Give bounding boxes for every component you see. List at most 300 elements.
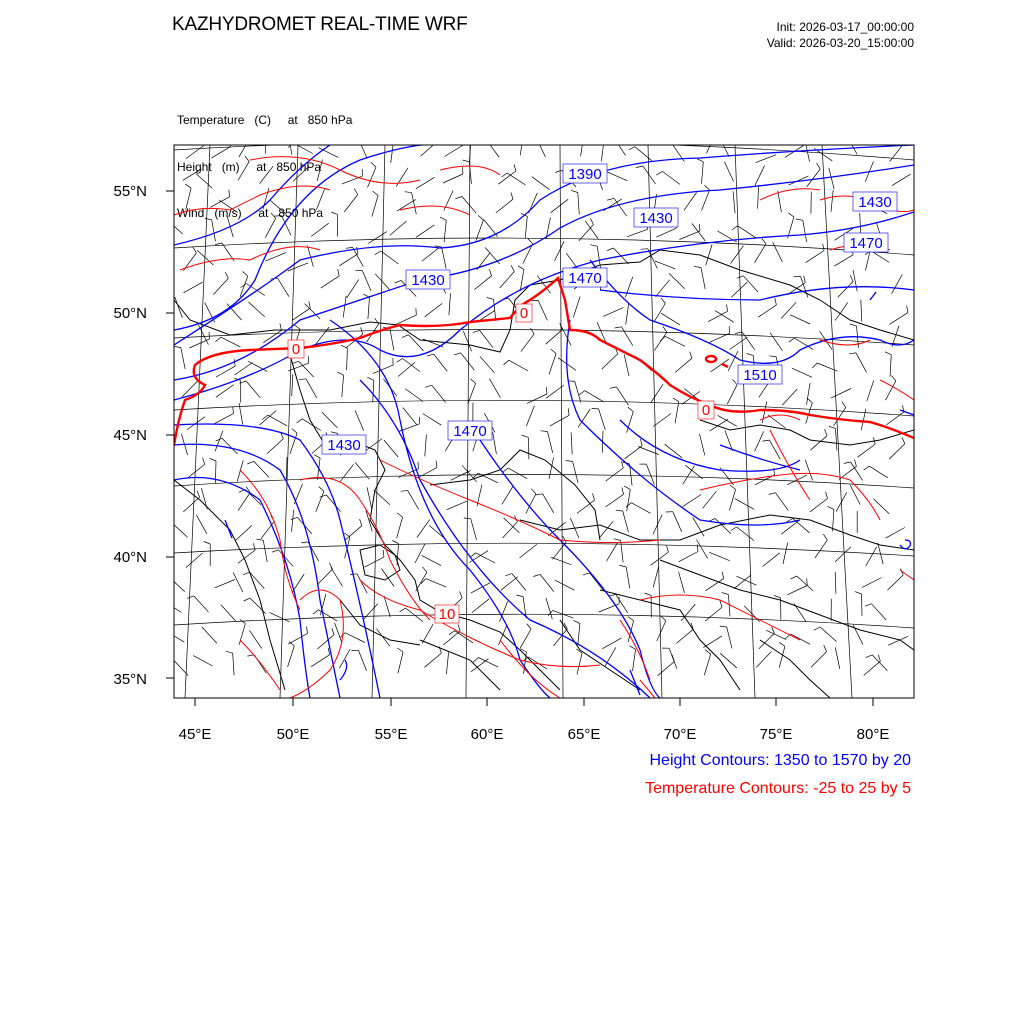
wind-barb: [461, 353, 475, 370]
wind-barb: [183, 497, 199, 512]
wind-barb: [455, 631, 473, 643]
wind-barb: [444, 220, 446, 242]
wind-barb: [306, 379, 317, 398]
wind-barb: [425, 303, 443, 316]
wind-barb: [778, 191, 782, 213]
wind-barb: [532, 177, 550, 190]
wind-barb: [240, 276, 248, 297]
wind-barb-flag: [291, 517, 298, 519]
wind-barb: [321, 276, 339, 288]
wind-barb-flag: [338, 269, 340, 276]
wind-barb-flag: [878, 655, 880, 662]
height-label-1470-south: 1470: [453, 423, 487, 440]
wind-barb: [422, 555, 442, 565]
wind-barb-flag: [229, 140, 230, 147]
wind-barb: [606, 468, 624, 481]
wind-barb-flag: [309, 301, 311, 308]
wind-barb: [536, 137, 545, 157]
wind-barb: [549, 354, 556, 375]
wind-barb-flag: [301, 542, 308, 543]
wind-barb: [702, 190, 710, 211]
wind-barb: [820, 627, 837, 642]
wind-barb: [496, 199, 513, 213]
wind-barb: [613, 137, 625, 155]
map-frame: [174, 145, 914, 698]
wind-barb-flag: [844, 462, 851, 463]
wind-barb: [806, 251, 824, 263]
temperature-legend: Temperature Contours: -25 to 25 by 5: [645, 780, 911, 797]
wind-barb: [834, 407, 846, 425]
wind-barb-flag: [607, 248, 614, 251]
wind-barb-flag: [233, 407, 234, 414]
wind-barb-flag: [243, 271, 248, 276]
wind-barb-flag: [850, 324, 857, 326]
wind-barb-flag: [395, 280, 401, 283]
wind-barb-flag: [730, 485, 736, 489]
wind-barb-flag: [865, 604, 872, 607]
wind-barb-flag: [292, 429, 297, 434]
wind-barb-flag: [624, 486, 630, 490]
wind-barb: [575, 381, 581, 402]
wind-barb: [724, 162, 733, 182]
wind-barb-flag: [357, 247, 358, 254]
wind-barb: [425, 435, 427, 457]
wind-barb: [625, 446, 643, 459]
wind-barb: [480, 356, 495, 373]
wind-barb-flag: [850, 275, 853, 281]
wind-barb: [527, 394, 547, 403]
wind-barb: [805, 460, 812, 481]
wind-barb: [173, 660, 188, 676]
wind-barb-flag: [319, 487, 324, 492]
wind-barb: [238, 493, 250, 511]
zero-isotherm: [174, 278, 914, 445]
wind-barb: [390, 329, 394, 351]
wind-barb-flag: [593, 493, 595, 500]
height-label-1470-center: 1470: [568, 270, 602, 287]
wind-barb-flag: [226, 651, 233, 653]
wind-barb-flag: [763, 440, 770, 441]
wind-barb: [661, 313, 680, 325]
wind-barb-flag: [203, 458, 205, 465]
wind-barb: [248, 361, 267, 371]
map-title: KAZHYDROMET REAL-TIME WRF: [172, 14, 468, 35]
wind-barb: [322, 412, 337, 428]
wind-barb: [238, 550, 255, 563]
wind-barb-flag: [660, 336, 665, 341]
wind-barb-flag: [583, 573, 590, 575]
wind-barb: [616, 595, 628, 614]
wind-barb: [260, 166, 274, 183]
wind-barb: [344, 195, 358, 212]
wind-barb: [368, 297, 370, 319]
wind-barb: [362, 271, 371, 291]
wind-barb: [758, 305, 776, 317]
wind-barb: [679, 572, 685, 593]
wind-barb-flag: [733, 380, 738, 385]
wind-barb-flag: [307, 627, 308, 634]
wind-barb: [792, 368, 812, 377]
wind-barb: [590, 573, 604, 590]
wind-barb-flag: [174, 346, 181, 347]
wind-barb: [801, 277, 808, 298]
wind-barb: [815, 540, 827, 558]
wind-barb-flag: [313, 610, 319, 614]
wind-barb: [890, 355, 891, 377]
wind-barb: [236, 525, 252, 540]
wind-barb-flag: [375, 251, 381, 255]
wind-barb: [742, 332, 755, 350]
temp-label-10: 10: [438, 606, 456, 623]
lat-label-45n: 45°N: [113, 427, 147, 444]
field-height: Height (m) at 850 hPa: [177, 159, 322, 174]
wind-barb-flag: [885, 352, 891, 355]
wind-barb-flag: [891, 376, 896, 381]
lon-label-75e: 75°E: [759, 726, 793, 743]
wind-barb: [763, 553, 780, 567]
wind-barb-flag: [282, 131, 289, 133]
wind-barb: [196, 174, 212, 189]
wind-barb: [775, 493, 788, 511]
wind-barb: [838, 282, 853, 298]
wind-barb-flag: [397, 648, 403, 652]
wind-barb: [756, 155, 777, 163]
wind-barb-flag: [360, 519, 362, 526]
wind-barb-flag: [656, 171, 662, 175]
wind-barb: [769, 440, 780, 459]
wind-barb-flag: [435, 135, 437, 142]
wind-barb-flag: [337, 372, 343, 375]
wind-barb: [779, 646, 785, 667]
wind-barb: [417, 520, 430, 538]
wind-barb-flag: [826, 492, 828, 499]
wind-barb: [462, 197, 476, 214]
wind-barb: [412, 193, 417, 215]
wind-barb: [605, 647, 616, 666]
wind-barb-flag: [193, 247, 197, 253]
wind-barb: [375, 274, 390, 290]
lon-label-65e: 65°E: [567, 726, 601, 743]
wind-barb: [528, 437, 529, 459]
wind-barb-flag: [160, 219, 166, 222]
wind-barb: [212, 220, 216, 242]
height-label-1430-west: 1430: [411, 272, 445, 289]
wind-barb-flag: [902, 437, 905, 444]
wind-barb: [704, 654, 710, 675]
wind-barb: [623, 511, 629, 532]
wind-barb: [508, 468, 527, 479]
wind-barb: [403, 408, 417, 425]
wind-barb: [367, 487, 372, 509]
wind-barb: [381, 569, 394, 587]
wind-barb: [573, 297, 580, 318]
wind-barb: [238, 162, 249, 181]
wind-barb: [811, 652, 827, 668]
wind-barb-flag: [331, 212, 338, 215]
wind-barb: [585, 391, 604, 402]
wind-barb-flag: [505, 574, 512, 576]
wind-barb: [696, 540, 707, 559]
wind-barb-flag: [630, 646, 636, 650]
wind-barb: [221, 605, 236, 621]
wind-barb: [474, 276, 491, 290]
wind-barb-flag: [735, 332, 742, 334]
wind-barb-flag: [566, 461, 573, 462]
wind-barb: [783, 543, 788, 565]
wind-barb: [480, 330, 494, 347]
wind-barb-flag: [383, 550, 384, 557]
wind-barb: [305, 304, 321, 319]
wind-barb-flag: [796, 219, 803, 220]
wind-barb: [730, 337, 748, 350]
wind-barb-flag: [210, 458, 217, 461]
wind-barb: [526, 406, 534, 427]
wind-barb-flag: [246, 133, 250, 139]
height-label-1470-ne: 1470: [849, 235, 883, 252]
wind-barb: [790, 315, 810, 324]
field-temperature: Temperature (C) at 850 hPa: [177, 113, 353, 127]
wind-barb-flag: [772, 627, 775, 633]
wind-barb: [555, 580, 575, 590]
wind-barb: [550, 415, 569, 426]
wind-barb-flag: [720, 626, 727, 627]
wind-barb: [449, 293, 451, 315]
wind-barb: [365, 557, 384, 567]
wind-barb: [476, 553, 496, 563]
init-time: Init: 2026-03-17_00:00:00: [776, 20, 914, 34]
wind-barb: [705, 607, 722, 621]
wind-barb-flag: [788, 213, 794, 217]
wind-barb-flag: [615, 327, 622, 328]
wind-barb: [540, 574, 554, 591]
wind-barb-flag: [814, 627, 820, 630]
wind-barb-flag: [243, 572, 250, 575]
wind-barb-flag: [849, 353, 856, 354]
wind-barb: [422, 248, 439, 262]
wind-barb-flag: [371, 162, 376, 167]
wind-barb: [489, 379, 500, 398]
wind-barb-flag: [645, 593, 652, 595]
wind-barb: [889, 313, 908, 325]
wind-barb-flag: [234, 359, 235, 366]
wind-barb: [500, 272, 515, 289]
wind-barb: [319, 148, 339, 158]
wind-barb-flag: [731, 527, 737, 531]
wind-barb: [211, 147, 230, 158]
wind-barb-flag: [454, 353, 461, 355]
wind-barb: [887, 575, 903, 590]
wind-barb: [373, 380, 374, 402]
wind-barb: [627, 229, 648, 237]
wind-barb: [260, 411, 277, 425]
wind-barb: [317, 569, 332, 585]
wind-barb-flag: [590, 218, 593, 224]
wind-barb: [263, 540, 267, 562]
wind-barb: [486, 139, 499, 157]
wind-barb: [249, 630, 261, 648]
wind-barb: [617, 387, 629, 405]
wind-barb: [425, 653, 442, 667]
wind-barb: [187, 464, 204, 478]
wind-barb-flag: [455, 197, 462, 199]
wind-barb-flag: [204, 542, 211, 545]
wind-barb: [423, 414, 442, 426]
wind-barb: [709, 552, 729, 560]
wind-barb: [601, 140, 604, 162]
wind-barb: [339, 649, 350, 668]
wind-barb: [408, 490, 419, 509]
wind-barb: [878, 543, 883, 564]
wind-barb-flag: [401, 490, 408, 491]
wind-barb-flag: [346, 247, 353, 248]
wind-barb-flag: [673, 398, 679, 402]
wind-barb: [233, 572, 243, 592]
wind-barb: [810, 499, 827, 512]
wind-barb: [265, 218, 275, 237]
wind-barb: [215, 580, 235, 588]
wind-barb: [851, 462, 863, 480]
wind-barb-flag: [440, 217, 446, 220]
wind-barb: [345, 633, 365, 643]
wind-barb: [288, 633, 307, 644]
wind-barb: [631, 503, 650, 514]
wind-barb: [585, 221, 598, 239]
wind-barb: [834, 255, 853, 266]
wind-barb-flag: [823, 534, 827, 540]
wind-barb: [538, 300, 547, 320]
wind-barb: [520, 629, 531, 648]
wind-barb: [363, 604, 378, 620]
wind-barb-flag: [197, 491, 200, 498]
wind-barb: [720, 653, 737, 668]
wind-barb: [578, 193, 580, 215]
wind-barb: [653, 566, 659, 587]
wind-barb: [856, 353, 866, 372]
wind-barb: [675, 358, 692, 372]
wind-barb: [288, 646, 295, 667]
wind-barb: [727, 627, 732, 648]
wind-barb-flag: [247, 461, 254, 464]
wind-barb: [810, 436, 827, 450]
wind-barb-flag: [527, 624, 531, 629]
wind-barb-flag: [591, 245, 598, 247]
wind-barb: [186, 553, 203, 568]
lat-label-50n: 50°N: [113, 305, 147, 322]
wind-barb-flag: [489, 269, 491, 276]
wind-barb-flag: [626, 503, 631, 508]
lon-label-70e: 70°E: [663, 726, 697, 743]
temp-label-0-center: 0: [519, 305, 529, 322]
temperature-contour-labels: [288, 304, 714, 623]
wind-barb: [892, 174, 911, 186]
wind-barb: [807, 169, 820, 187]
wind-barb: [390, 221, 407, 235]
wind-barb-flag: [727, 304, 728, 311]
wind-barb-flag: [280, 323, 282, 330]
wind-barb: [656, 280, 670, 297]
wind-barb: [521, 334, 534, 352]
wind-barb-flag: [551, 349, 556, 354]
wind-barb: [622, 327, 633, 346]
wind-barb: [546, 330, 563, 345]
wind-barb: [835, 648, 840, 670]
wind-barb: [469, 551, 488, 563]
wind-barb: [551, 199, 569, 212]
wind-barb: [186, 188, 191, 209]
wind-barb: [862, 578, 882, 588]
wind-barb: [186, 146, 204, 159]
wind-barb: [651, 552, 669, 565]
wind-barb: [710, 333, 730, 342]
wind-barb-flag: [297, 419, 303, 423]
wind-barb: [213, 278, 228, 294]
wind-barb-flag: [367, 377, 373, 380]
wind-barb: [862, 594, 863, 616]
wind-barb: [357, 574, 367, 594]
wind-barb: [700, 434, 705, 455]
wind-barb-flag: [205, 218, 212, 219]
wind-barb: [267, 439, 283, 454]
wind-barb: [235, 362, 253, 375]
wind-barb: [377, 629, 390, 647]
wind-barb-flag: [842, 402, 846, 408]
wind-barb: [681, 604, 695, 621]
wind-barb-flag: [479, 139, 486, 141]
wind-barb: [791, 634, 811, 644]
wind-barb-flag: [616, 510, 623, 511]
wind-barb-flag: [855, 592, 862, 594]
wind-barb: [603, 308, 623, 317]
wind-barb: [311, 223, 329, 236]
wind-barb-flag: [663, 327, 667, 333]
wind-barb-flag: [713, 137, 720, 138]
wind-barb: [166, 219, 182, 234]
wind-barb: [669, 648, 677, 669]
wind-barb-flag: [866, 655, 873, 658]
wind-barb: [318, 610, 337, 621]
wind-barb: [889, 444, 905, 459]
wind-barb-flag: [330, 563, 333, 569]
lon-label-50e: 50°E: [276, 726, 310, 743]
wind-barb-flag: [864, 466, 870, 470]
wind-barb-flag: [823, 244, 825, 251]
wind-barb-flag: [187, 596, 194, 599]
wind-barb: [311, 655, 329, 667]
wind-barb: [432, 385, 446, 402]
wind-barb: [317, 635, 334, 649]
wind-barb: [551, 557, 572, 565]
wind-barb: [254, 461, 269, 477]
wind-barb: [471, 519, 477, 540]
wind-barb: [181, 348, 185, 370]
valid-time: Valid: 2026-03-20_15:00:00: [766, 36, 914, 50]
wind-barb: [396, 315, 416, 324]
wind-barb-flag: [619, 565, 626, 567]
wind-barb: [861, 300, 862, 322]
wind-barb-flag: [548, 610, 553, 615]
wind-barb: [446, 652, 448, 674]
wind-barb-flag: [373, 191, 379, 195]
wind-barb: [626, 303, 629, 325]
wind-barb: [656, 228, 676, 237]
wind-barb: [727, 385, 737, 405]
wind-barb: [187, 417, 205, 430]
wind-barb: [683, 466, 695, 485]
wind-barb: [602, 354, 618, 369]
wind-barb: [418, 468, 437, 478]
wind-barb-flag: [774, 595, 781, 597]
wind-barb-flag: [628, 617, 634, 621]
